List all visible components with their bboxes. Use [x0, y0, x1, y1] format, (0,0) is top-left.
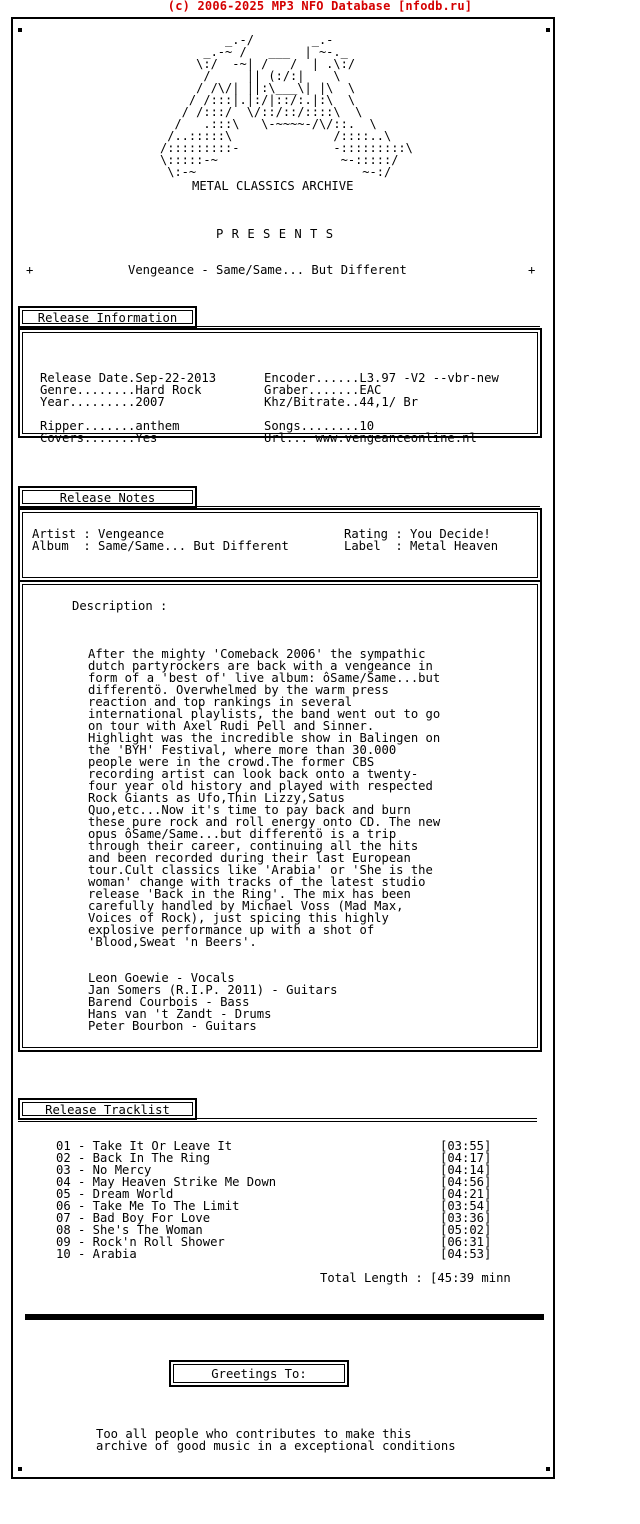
divider [197, 1118, 537, 1119]
track-time: [03:36] [440, 1211, 492, 1225]
rating-line: Rating : You Decide! [344, 527, 491, 541]
track-row: 03 - No Mercy [56, 1163, 152, 1177]
total-length: Total Length : [45:39 minn [320, 1271, 511, 1285]
section-separator [25, 1314, 544, 1320]
release-info-right: Encoder......L3.97 -V2 --vbr-new Graber.......EAC Khz/Bitrate..44,1/ Br Songs........10 Url... www.vengeanceonline.nl [264, 371, 499, 445]
track-time: [03:55] [440, 1139, 492, 1153]
greetings-label: Greetings To: [211, 1367, 307, 1381]
track-time: [06:31] [440, 1235, 492, 1249]
track-time: [05:02] [440, 1223, 492, 1237]
track-row: 06 - Take Me To The Limit [56, 1199, 240, 1213]
logo-caption: METAL CLASSICS ARCHIVE [192, 179, 354, 193]
release-info-tab-label: Release Information [37, 311, 178, 325]
release-notes-tab-label: Release Notes [59, 491, 156, 505]
track-time: [04:56] [440, 1175, 492, 1189]
track-row: 10 - Arabia [56, 1247, 137, 1261]
track-time: [04:17] [440, 1151, 492, 1165]
artist-line: Artist : Vengeance [32, 527, 165, 541]
title-marker-left: + [26, 263, 34, 277]
logo-ascii-art: _.-/ _.- _.-~ / ___ | ~-._ \:/ -~| / / | .\:/ / || (:/:| \ / /\/| ||:\___\| |\ \ / /:::|.|:/|::/:.|:\ \ / /:::/ \/::/::/::::\ \ / .:::\ \-~~~~-/\/::. \ /..:::::\ /::::..\ /:::::::::- -:::::::::\ \:::::-~ ~-:::::/ \:-~ ~-:/ [160, 33, 413, 179]
divider [18, 1121, 537, 1122]
greetings-box [169, 1360, 349, 1387]
track-time: [04:53] [440, 1247, 492, 1261]
track-row: 08 - She's The Woman [56, 1223, 203, 1237]
band-lineup: Leon Goewie - Vocals Jan Somers (R.I.P. 2011) - Guitars Barend Courbois - Bass Hans van 't Zandt - Drums Peter Bourbon - Guitars [88, 971, 338, 1033]
description-text: After the mighty 'Comeback 2006' the sympathic dutch partyrockers are back with a vengeance in form of a 'best of' live album: ôSame/Same...but differentö. Overwhelmed by the warm press reaction and top rankings in several international playlists, the band went out to go on tour with Axel Rudi Pell and Sinner. Highlight was the incredible show in Balingen on the 'BYH' Festival, where more than 30.000 people were in the crowd.The former CBS recording artist can look back onto a twenty- four year old history and played with respected Rock Giants as Ufo,Thin Lizzy,Satus Quo,etc...Now it's time to pay back and burn these pure rock and roll energy onto CD. The new opus ôSame/Same...but differentö is a trip through their career, continuing all the hits and been recorded during their last European tour.Cult classics like 'Arabia' or 'She is the woman' change with tracks of the latest studio release 'Back in the Ring'. The mix has been carefully handled by Michael Voss (Mad Max, Voices of Rock), just spicing this highly explosive performance up with a shot of 'Blood,Sweat 'n Beers'. [88, 647, 441, 949]
track-row: 01 - Take It Or Leave It [56, 1139, 233, 1153]
track-time: [03:54] [440, 1199, 492, 1213]
release-info-left: Release Date.Sep-22-2013 Genre........Hard Rock Year.........2007 Ripper.......anthem Covers.......Yes [40, 371, 217, 445]
album-line: Album : Same/Same... But Different [32, 539, 289, 553]
label-line: Label : Metal Heaven [344, 539, 499, 553]
track-row: 07 - Bad Boy For Love [56, 1211, 211, 1225]
corner-dot [18, 1467, 22, 1471]
release-title: Vengeance - Same/Same... But Different [128, 263, 407, 277]
track-time: [04:14] [440, 1163, 492, 1177]
site-header: (c) 2006-2025 MP3 NFO Database [nfodb.ru] [167, 0, 473, 13]
tracklist-tab [18, 1098, 197, 1120]
greetings-text: Too all people who contributes to make this archive of good music in a exceptional conditions [96, 1427, 456, 1453]
tracklist-tab-label: Release Tracklist [45, 1103, 170, 1117]
presents-heading: P R E S E N T S [216, 227, 334, 241]
corner-dot [18, 28, 22, 32]
release-notes-tab [18, 486, 197, 508]
release-info-tab [18, 306, 197, 328]
corner-dot [546, 1467, 550, 1471]
divider [197, 506, 540, 507]
title-marker-right: + [528, 263, 536, 277]
track-row: 04 - May Heaven Strike Me Down [56, 1175, 277, 1189]
track-time: [04:21] [440, 1187, 492, 1201]
track-row: 02 - Back In The Ring [56, 1151, 211, 1165]
divider [197, 326, 540, 327]
track-row: 05 - Dream World [56, 1187, 174, 1201]
corner-dot [546, 28, 550, 32]
track-row: 09 - Rock'n Roll Shower [56, 1235, 225, 1249]
description-heading: Description : [72, 599, 168, 613]
